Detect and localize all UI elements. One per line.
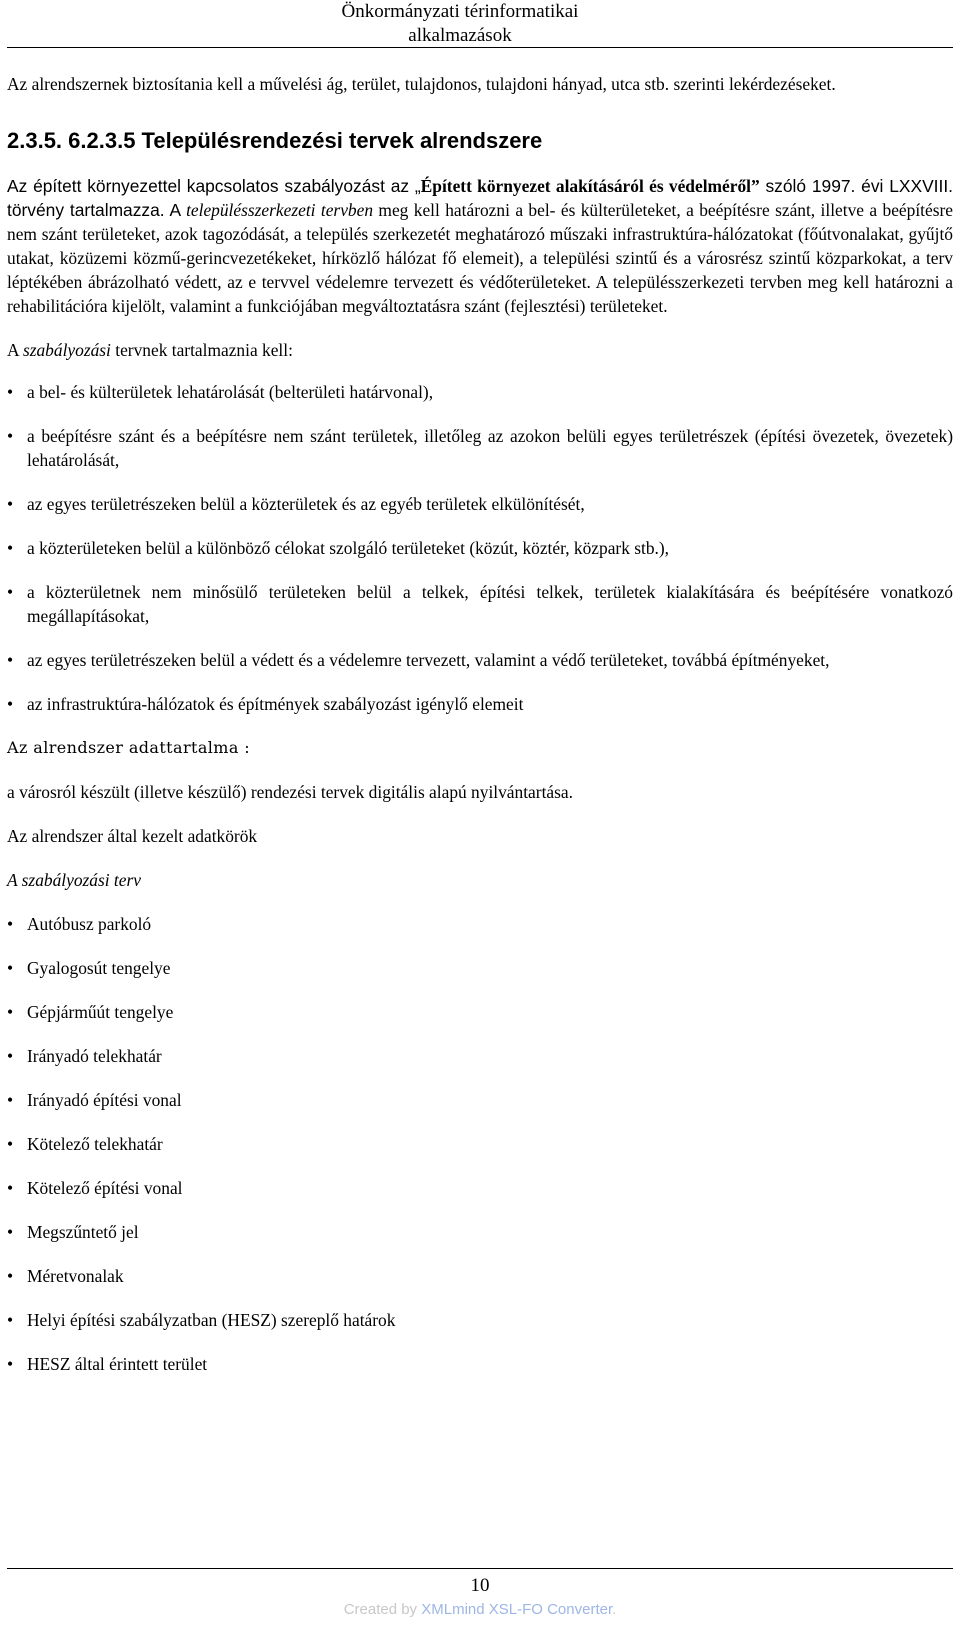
list-item (7, 912, 953, 936)
credit-brand: XMLmind XSL-FO Converter (421, 1601, 613, 1618)
list-item-text: Helyi építési szabályzatban (HESZ) szereplő határok (27, 1310, 396, 1330)
bullet: • (7, 538, 14, 558)
converter-credit (0, 1600, 960, 1620)
bullet: • (7, 1046, 14, 1066)
content-label: Az alrendszer adattartalma : (7, 738, 251, 757)
legal-text-b: szóló 1997. évi LXXVIII. törvény tartalmazza. A (7, 176, 953, 220)
bullet: • (7, 1178, 14, 1198)
plan-label: A szabályozási terv (7, 870, 141, 890)
plan-items-list (7, 912, 953, 1376)
list-item-text: Irányadó telekhatár (27, 1046, 162, 1066)
section-heading: 2.3.5. 6.2.3.5 Településrendezési tervek alrendszere (7, 128, 543, 153)
list-item (7, 648, 953, 672)
list-item-text: Kötelező telekhatár (27, 1134, 163, 1154)
bullet: • (7, 582, 14, 602)
bullet: • (7, 1222, 14, 1242)
list-item (7, 1088, 953, 1112)
structure-plan-term: településszerkezeti tervben (186, 200, 374, 220)
bullet: • (7, 1354, 14, 1374)
requirements-list (7, 380, 953, 716)
data-scope-label: Az alrendszer által kezelt adatkörök (7, 826, 258, 846)
legal-text-a: Az épített környezettel kapcsolatos szabályozást az „ (7, 176, 421, 196)
list-item-text: az infrastruktúra-hálózatok és építmények szabályozást igénylő elemeit (27, 694, 524, 714)
legal-paragraph (7, 174, 953, 318)
list-item-text: az egyes területrészeken belül a védett és a védelemre tervezett, valamint a védő területeket, továbbá építményeket, (27, 650, 830, 670)
list-item (7, 692, 953, 716)
list-item (7, 492, 953, 516)
list-item-text: a bel- és külterületek lehatárolását (belterületi határvonal), (27, 382, 434, 402)
credit-prefix: Created by (343, 1601, 422, 1618)
bullet: • (7, 1266, 14, 1286)
law-title: Épített környezet alakításáról és védelméről” (420, 176, 760, 196)
legal-text-c: meg kell határozni a bel- és külterületeket, a beépítésre szánt, illetve a beépítésre nem szánt területeket, azok tagozódását, a település szerkezetét meghatározó műszaki infrastruktúra-hálózatokat (főútvonalakat, gyűjtő utakat, közüzemi közmű-gerincvezetékeket, hírközlő hálózat fő elemeit), a települési szintű és a városrész szintű közparkokat, a terv léptékében ábrázolható védett, az e tervvel védelemre tervezett és védőterületeket. A településszerkezeti tervben meg kell határozni a rehabilitációra kijelölt, valamint a funkciójában megváltoztatásra szánt (fejlesztési) területeket. (7, 200, 954, 316)
list-item (7, 536, 953, 560)
page-content (7, 72, 953, 1376)
page-header (0, 0, 960, 50)
list-item-text: az egyes területrészeken belül a közterületek és az egyéb területek elkülönítését, (27, 494, 585, 514)
list-item-text: Gépjárműút tengelye (27, 1002, 174, 1022)
list-item (7, 1220, 953, 1244)
bullet: • (7, 958, 14, 978)
page-number: 10 (470, 1575, 490, 1596)
regulation-intro-b: tervnek tartalmaznia kell: (110, 340, 293, 360)
list-item (7, 1352, 953, 1376)
list-item (7, 1264, 953, 1288)
bullet: • (7, 914, 14, 934)
list-item-text: a közterületeken belül a különböző célokat szolgáló területeket (közút, köztér, közpark stb.), (27, 538, 670, 558)
list-item (7, 1176, 953, 1200)
list-item-text: Méretvonalak (27, 1266, 124, 1286)
list-item (7, 1000, 953, 1024)
intro-paragraph: Az alrendszernek biztosítania kell a művelési ág, terület, tulajdonos, tulajdoni hányad, utca stb. szerinti lekérdezéseket. (7, 74, 836, 94)
bullet: • (7, 694, 14, 714)
header-rule (7, 47, 953, 48)
list-item-text: Kötelező építési vonal (27, 1178, 183, 1198)
list-item (7, 1044, 953, 1068)
regulation-intro-a: A (7, 340, 23, 360)
list-item-text: HESZ által érintett terület (27, 1354, 208, 1374)
list-item-text: Autóbusz parkoló (27, 914, 152, 934)
list-item (7, 1308, 953, 1332)
list-item (7, 424, 953, 472)
list-item (7, 580, 953, 628)
list-item (7, 1132, 953, 1156)
footer-rule (7, 1568, 953, 1569)
bullet: • (7, 1002, 14, 1022)
bullet: • (7, 1134, 14, 1154)
bullet: • (7, 650, 14, 670)
bullet: • (7, 382, 14, 402)
credit-suffix: . (612, 1601, 617, 1618)
list-item-text: Megszűntető jel (27, 1222, 139, 1242)
list-item-text: a közterületnek nem minősülő területeken belül a telkek, építési telkek, területek kialakítására és beépítésére vonatkozó megállapításokat, (27, 582, 953, 626)
regulation-term: szabályozási (22, 340, 111, 360)
regulation-intro (7, 338, 953, 362)
list-item (7, 956, 953, 980)
list-item (7, 380, 953, 404)
bullet: • (7, 494, 14, 514)
bullet: • (7, 1090, 14, 1110)
bullet: • (7, 426, 14, 446)
content-text: a városról készült (illetve készülő) rendezési tervek digitális alapú nyilvántartása. (7, 782, 573, 802)
list-item-text: Gyalogosút tengelye (27, 958, 171, 978)
list-item-text: a beépítésre szánt és a beépítésre nem szánt területek, illetőleg az azokon belüli egyes területrészek (építési övezetek, övezetek) lehatárolását, (27, 426, 953, 470)
header-title: Önkormányzati térinformatikai alkalmazások (341, 1, 579, 46)
bullet: • (7, 1310, 14, 1330)
list-item-text: Irányadó építési vonal (27, 1090, 182, 1110)
